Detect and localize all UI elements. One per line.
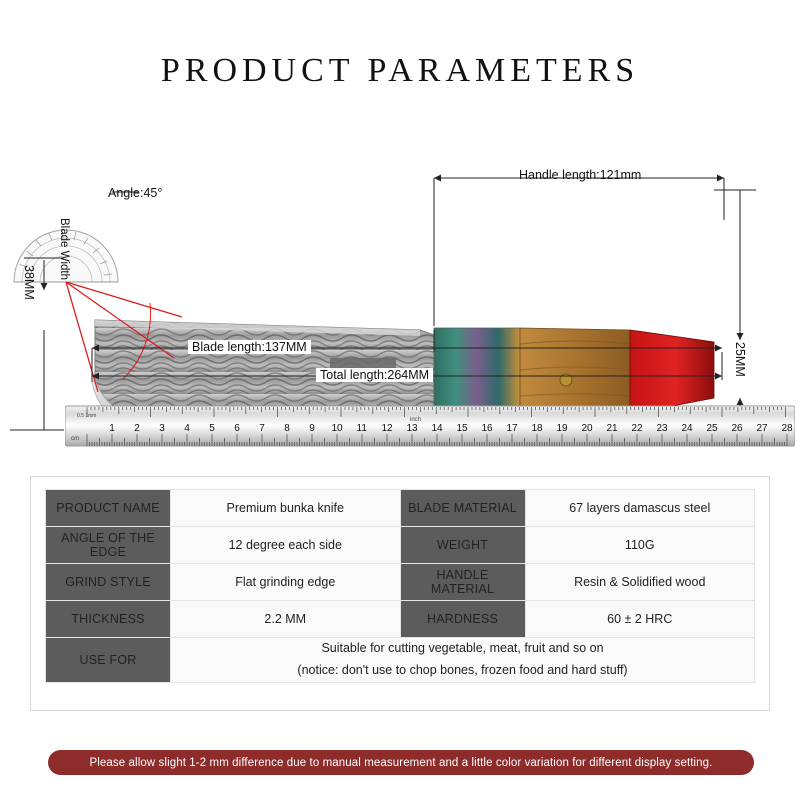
spec-key: WEIGHT xyxy=(400,527,525,564)
spec-value: 110G xyxy=(525,527,755,564)
spec-key: HANDLE MATERIAL xyxy=(400,564,525,601)
spec-key: HARDNESS xyxy=(400,601,525,638)
spec-value: 12 degree each side xyxy=(171,527,401,564)
ruler-tick-label: 2 xyxy=(134,423,140,434)
ruler-tick-label: 22 xyxy=(631,423,643,434)
spec-value: Resin & Solidified wood xyxy=(525,564,755,601)
height-label: 25MM xyxy=(733,342,747,377)
spec-value: Flat grinding edge xyxy=(171,564,401,601)
ruler-tick-label: 17 xyxy=(506,423,518,434)
spec-value: 2.2 MM xyxy=(171,601,401,638)
spec-key: GRIND STYLE xyxy=(46,564,171,601)
ruler-tick-label: 9 xyxy=(309,423,315,434)
table-row xyxy=(46,601,755,638)
total-length-label: Total length:264MM xyxy=(316,368,433,382)
ruler-tick-label: 13 xyxy=(406,423,418,434)
ruler-tick-label: 16 xyxy=(481,423,493,434)
spec-key: THICKNESS xyxy=(46,601,171,638)
measurement-notice: Please allow slight 1-2 mm difference due to manual measurement and a little color variation for different display setting. xyxy=(48,750,754,775)
blade-width-label: Blade Width xyxy=(58,218,70,281)
table-row xyxy=(46,490,755,527)
ruler-tick-label: 23 xyxy=(656,423,668,434)
spec-key: ANGLE OF THE EDGE xyxy=(46,527,171,564)
ruler-tick-label: 18 xyxy=(531,423,543,434)
ruler-tick-label: 8 xyxy=(284,423,290,434)
angle-label: Angle:45° xyxy=(108,186,163,200)
blade-width-value: 38MM xyxy=(22,265,36,300)
ruler-tick-label: 4 xyxy=(184,423,190,434)
ruler-tick-label: 19 xyxy=(556,423,568,434)
ruler xyxy=(65,400,795,452)
spec-value: Premium bunka knife xyxy=(171,490,401,527)
use-for-line-2: (notice: don't use to chop bones, frozen food and hard stuff) xyxy=(297,662,628,677)
table-row xyxy=(46,527,755,564)
ruler-tick-label: 20 xyxy=(581,423,593,434)
spec-value: 60 ± 2 HRC xyxy=(525,601,755,638)
ruler-tick-label: 24 xyxy=(681,423,693,434)
ruler-tick-label: 7 xyxy=(259,423,265,434)
use-for-line-1: Suitable for cutting vegetable, meat, fruit and so on xyxy=(321,641,604,655)
handle-length-label: Handle length:121mm xyxy=(519,168,642,182)
spec-key: USE FOR xyxy=(46,638,171,683)
ruler-tick-label: 27 xyxy=(756,423,768,434)
ruler-tick-label: 14 xyxy=(431,423,443,434)
ruler-small-mark: 0.5 1mm xyxy=(77,413,97,419)
page-title: PRODUCT PARAMETERS xyxy=(160,52,640,89)
spec-value: 67 layers damascus steel xyxy=(525,490,755,527)
ruler-tick-label: 3 xyxy=(159,423,165,434)
spec-table xyxy=(45,489,755,683)
ruler-unit-inch: inch xyxy=(410,417,422,423)
spec-value-use-for xyxy=(171,638,755,683)
ruler-tick-label: 26 xyxy=(731,423,743,434)
blade-length-label: Blade length:137MM xyxy=(188,340,311,354)
ruler-tick-label: 5 xyxy=(209,423,215,434)
ruler-tick-label: 25 xyxy=(706,423,718,434)
spec-key: BLADE MATERIAL xyxy=(400,490,525,527)
ruler-tick-label: 6 xyxy=(234,423,240,434)
table-row xyxy=(46,564,755,601)
ruler-tick-label: 1 xyxy=(109,423,115,434)
ruler-tick-label: 28 xyxy=(781,423,793,434)
table-row-use-for xyxy=(46,638,755,683)
ruler-unit-cm: cm xyxy=(71,436,79,442)
spec-table-card xyxy=(30,476,770,711)
ruler-tick-label: 10 xyxy=(331,423,343,434)
ruler-tick-label: 11 xyxy=(356,423,367,434)
spec-key: PRODUCT NAME xyxy=(46,490,171,527)
ruler-tick-label: 21 xyxy=(606,423,618,434)
ruler-tick-label: 12 xyxy=(381,423,393,434)
ruler-tick-label: 15 xyxy=(456,423,468,434)
